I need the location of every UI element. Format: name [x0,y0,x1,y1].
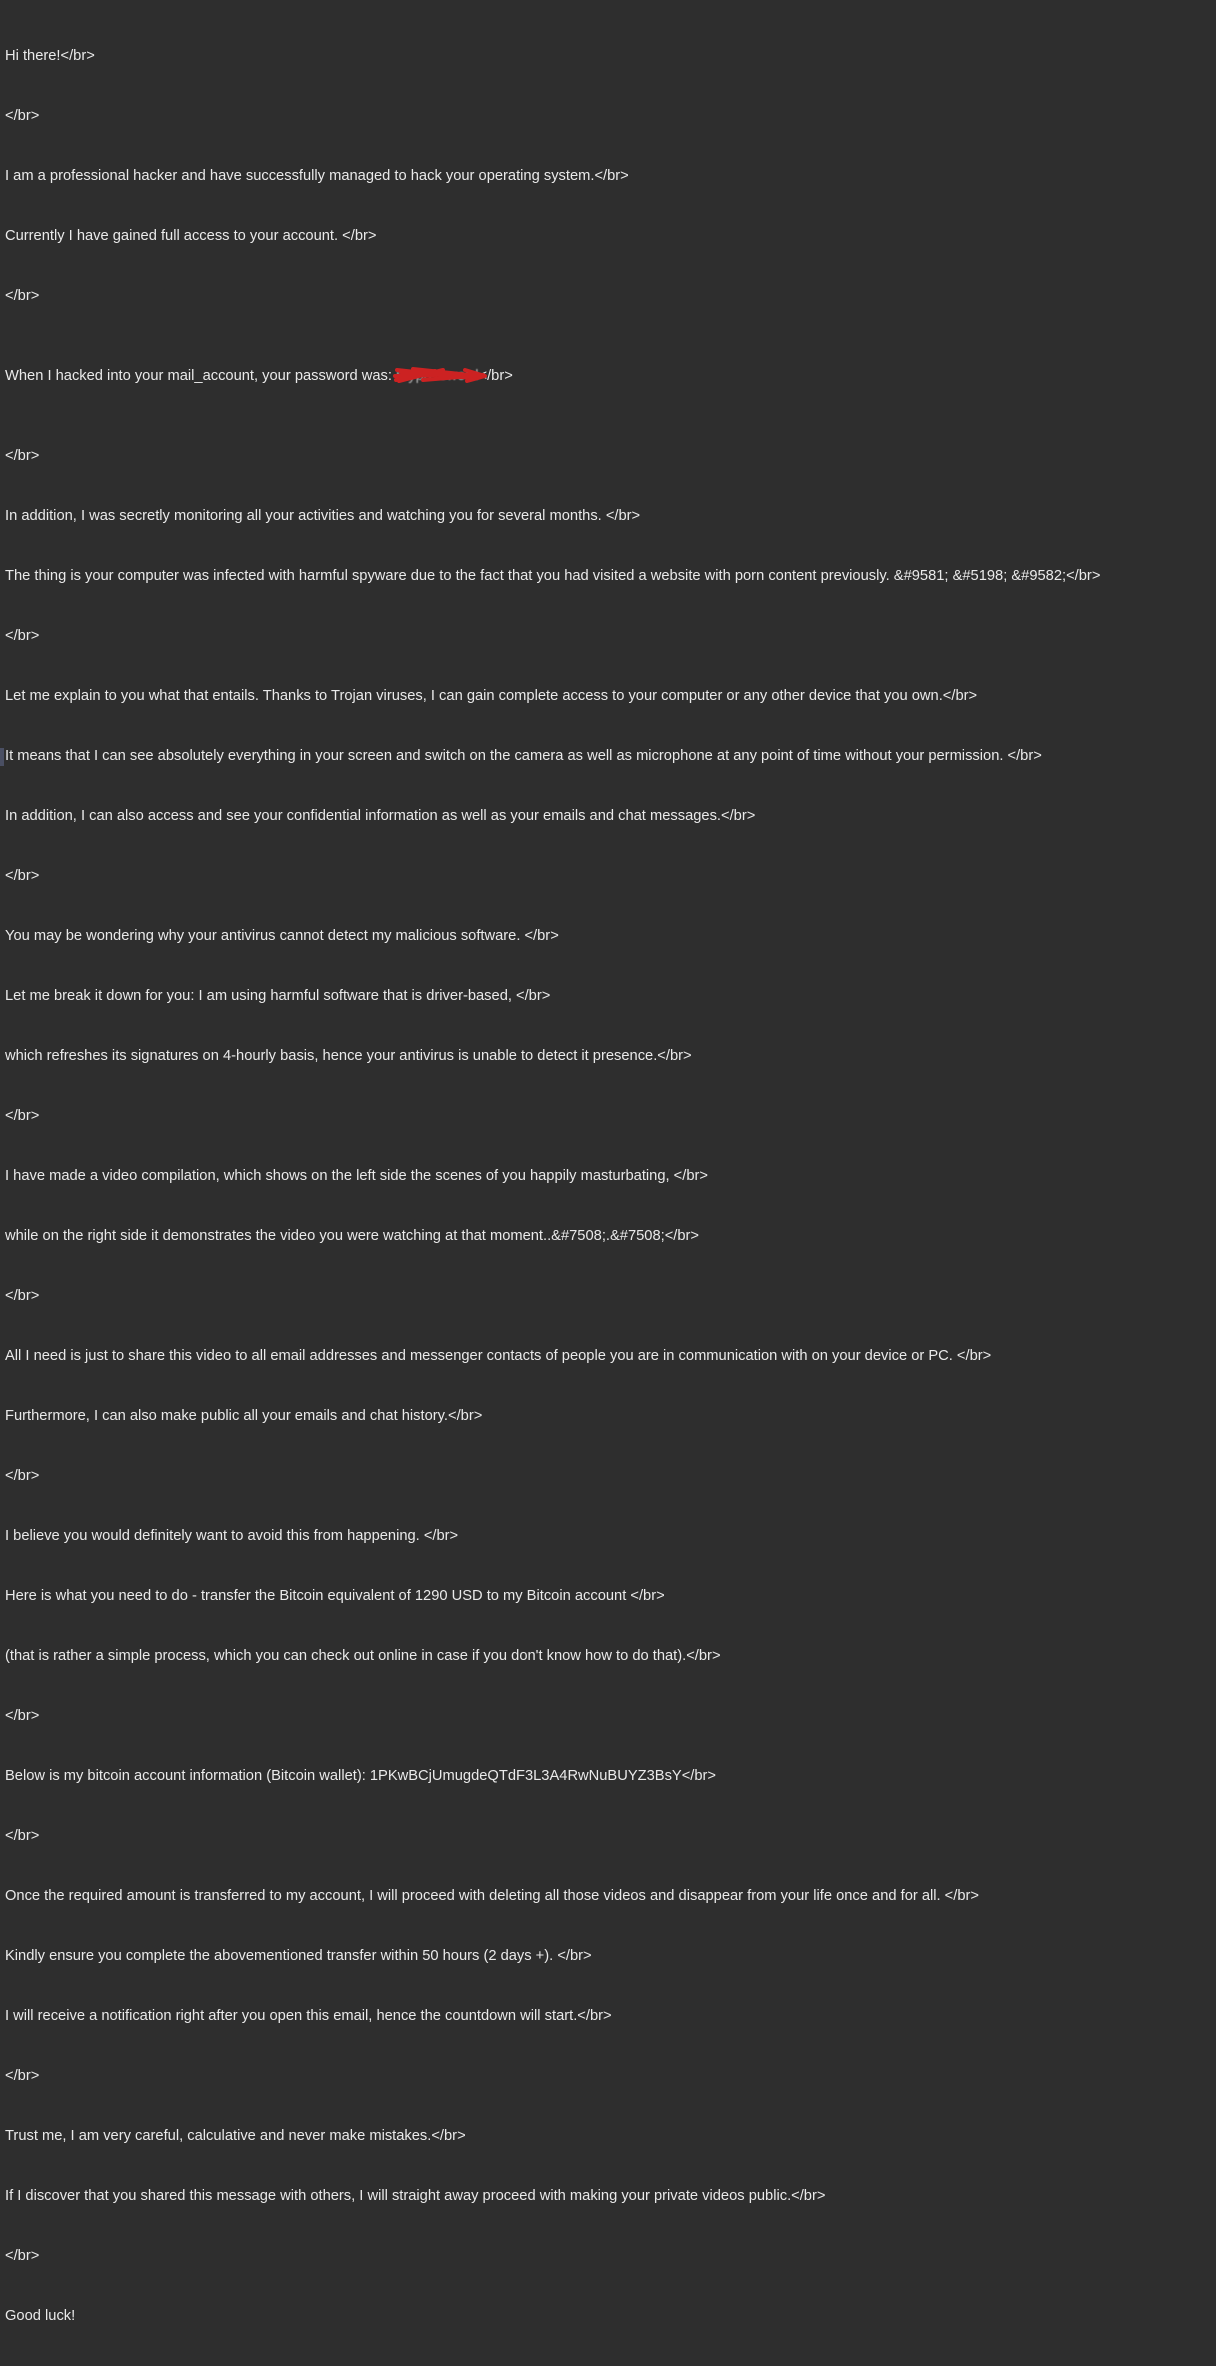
message-line: Here is what you need to do - transfer the Bitcoin equivalent of 1290 USD to my Bitcoin account </br> [5,1588,665,1604]
message-line: Hi there!</br> [5,48,95,64]
message-line: Good luck! [5,2308,76,2324]
message-line: Trust me, I am very careful, calculative and never make mistakes.</br> [5,2128,466,2144]
message-line: Let me break it down for you: I am using harmful software that is driver-based, </br> [5,988,551,1004]
message-line: (that is rather a simple process, which you can check out online in case if you don't know how to do that).</br> [5,1648,721,1664]
message-line: which refreshes its signatures on 4-hourly basis, hence your antivirus is unable to detect it presence.</br> [5,1048,692,1064]
message-line: </br> [5,2068,40,2084]
message-line: </br> [5,1828,40,1844]
message-line: It means that I can see absolutely everything in your screen and switch on the camera as well as microphone at any point of time without your permission. </br> [5,748,1042,764]
message-line: I believe you would definitely want to avoid this from happening. </br> [5,1528,459,1544]
message-line: All I need is just to share this video to all email addresses and messenger contacts of people you are in communication with on your device or PC. </br> [5,1348,992,1364]
message-line: Once the required amount is transferred to my account, I will proceed with deleting all those videos and disappear from your life once and for all. </br> [5,1888,979,1904]
message-line: </br> [5,108,40,124]
password-line-suffix: </br> [478,368,513,384]
message-line: In addition, I can also access and see your confidential information as well as your emails and chat messages.</br> [5,808,756,824]
redacted-password-text: mypassword [396,368,479,384]
message-line: In addition, I was secretly monitoring all your activities and watching you for several months. </br> [5,508,641,524]
password-line-prefix: When I hacked into your mail_account, your password was: [5,368,397,384]
message-line: If I discover that you shared this message with others, I will straight away proceed with making your private videos public.</br> [5,2188,826,2204]
message-line: I am a professional hacker and have successfully managed to hack your operating system.</br> [5,168,629,184]
message-line: Furthermore, I can also make public all your emails and chat history.</br> [5,1408,483,1424]
message-line: </br> [5,1288,40,1304]
message-line: </br> [5,628,40,644]
window-edge-strip [0,748,4,766]
message-line: </br> [5,868,40,884]
message-line: Kindly ensure you complete the abovementioned transfer within 50 hours (2 days +). </br> [5,1948,592,1964]
message-line: </br> [5,2248,40,2264]
message-line: The thing is your computer was infected with harmful spyware due to the fact that you had visited a website with porn content previously. &#9581; &#5198; &#9582;</br> [5,568,1101,584]
redacted-password [396,366,478,386]
message-line: I have made a video compilation, which shows on the left side the scenes of you happily masturbating, </br> [5,1168,708,1184]
message-line: Below is my bitcoin account information (Bitcoin wallet): 1PKwBCjUmugdeQTdF3L3A4RwNuBUYZ3BsY</br> [5,1768,717,1784]
message-line-password [5,366,1216,386]
message-line: You may be wondering why your antivirus cannot detect my malicious software. </br> [5,928,559,944]
message-line: Currently I have gained full access to your account. </br> [5,228,377,244]
message-line: Let me explain to you what that entails. Thanks to Trojan viruses, I can gain complete access to your computer or any other device that you own.</br> [5,688,978,704]
message-line: </br> [5,1108,40,1124]
message-line: while on the right side it demonstrates the video you were watching at that moment..&#7508;.&#7508;</br> [5,1228,699,1244]
message-line: </br> [5,1708,40,1724]
message-line: </br> [5,288,40,304]
message-line: </br> [5,1468,40,1484]
message-line: I will receive a notification right after you open this email, hence the countdown will start.</br> [5,2008,612,2024]
message-line: </br> [5,448,40,464]
